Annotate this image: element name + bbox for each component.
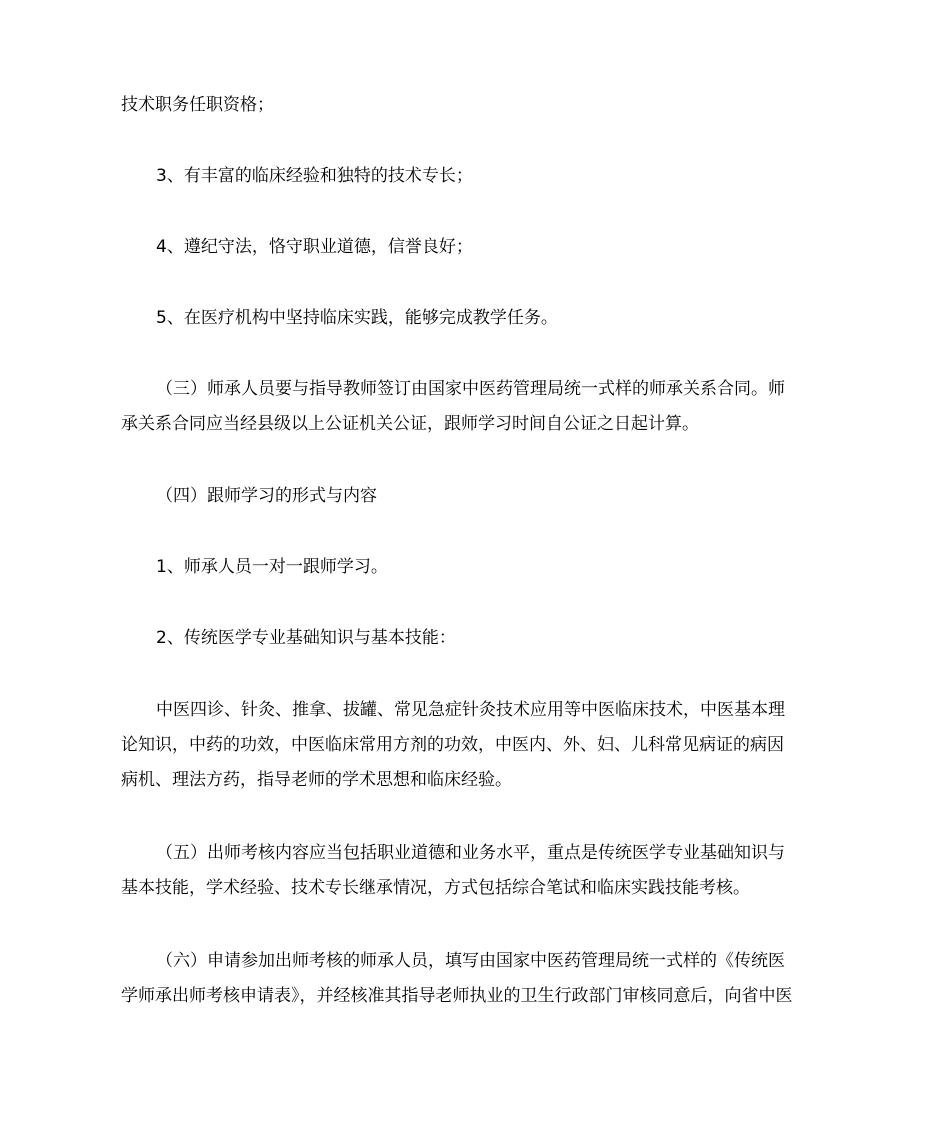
paragraph-item-1 [121,550,831,585]
paragraph-item-2 [121,621,831,656]
text-line: 论知识，中药的功效，中医临床常用方剂的功效，中医内、外、妇、儿科常见病证的病因 [121,735,784,755]
paragraph-item-4 [121,230,831,265]
text-line: 2、传统医学专业基础知识与基本技能： [156,628,456,648]
text-line: 基本技能，学术经验、技术专长继承情况，方式包括综合笔试和临床实践技能考核。 [121,878,750,898]
text-line: 1、师承人员一对一跟师学习。 [156,557,388,577]
text-line: 承关系合同应当经县级以上公证机关公证，跟师学习时间自公证之日起计算。 [121,414,699,434]
paragraph-section-6 [121,944,831,1014]
text-line: （四）跟师学习的形式与内容 [156,486,377,506]
text-line: （六）申请参加出师考核的师承人员，填写由国家中医药管理局统一式样的《传统医 [156,951,785,971]
text-line: 4、遵纪守法，恪守职业道德，信誉良好； [156,237,473,257]
paragraph-item-3 [121,159,831,194]
paragraph-section-5 [121,836,831,906]
text-line: 3、有丰富的临床经验和独特的技术专长； [156,166,473,186]
text-line: 5、在医疗机构中坚持临床实践，能够完成教学任务。 [156,308,558,328]
text-line: 中医四诊、针灸、推拿、拔罐、常见急症针灸技术应用等中医临床技术，中医基本理 [156,700,785,720]
paragraph-section-3 [121,372,831,442]
text-line: 学师承出师考核申请表》，并经核准其指导老师执业的卫生行政部门审核同意后，向省中医 [121,986,793,1006]
text-line: 技术职务任职资格； [121,95,274,115]
text-line: 病机、理法方药，指导老师的学术思想和临床经验。 [121,770,512,790]
paragraph-qualification [121,88,831,123]
text-line: （五）出师考核内容应当包括职业道德和业务水平，重点是传统医学专业基础知识与 [156,843,785,863]
paragraph-item-5 [121,301,831,336]
paragraph-section-4 [121,479,831,514]
paragraph-skills [121,693,831,798]
text-line: （三）师承人员要与指导教师签订由国家中医药管理局统一式样的师承关系合同。师 [156,379,785,399]
